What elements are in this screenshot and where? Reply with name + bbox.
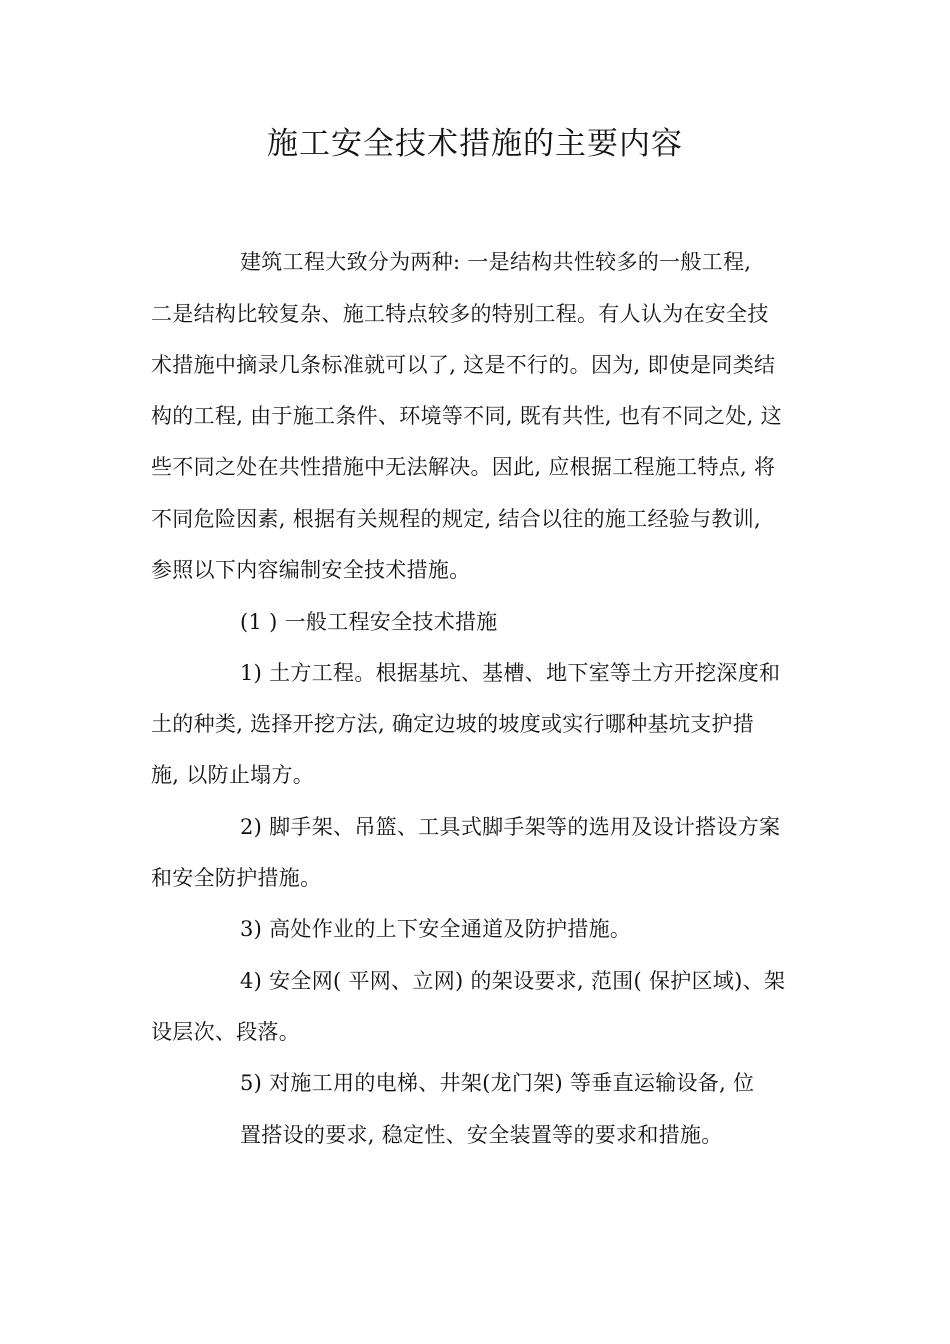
paragraph-line: 参照以下内容编制安全技术措施。 [151,558,471,582]
paragraph-line: 4) 安全网( 平网、立网) 的架设要求, 范围( 保护区域)、架 [240,969,786,993]
paragraph-line: 施, 以防止塌方。 [151,763,315,787]
paragraph-line: 土的种类, 选择开挖方法, 确定边坡的坡度或实行哪种基坑支护措 [151,712,754,736]
paragraph-line: 术措施中摘录几条标准就可以了, 这是不行的。因为, 即使是同类结 [151,353,776,377]
paragraph-line: 置搭设的要求, 稳定性、安全装置等的要求和措施。 [240,1123,723,1147]
paragraph-line: 设层次、段落。 [151,1020,301,1044]
paragraph-line: 构的工程, 由于施工条件、环境等不同, 既有共性, 也有不同之处, 这 [151,404,782,428]
paragraph-line: 不同危险因素, 根据有关规程的规定, 结合以往的施工经验与教训, [151,507,761,531]
paragraph-line: 些不同之处在共性措施中无法解决。因此, 应根据工程施工特点, 将 [151,455,776,479]
paragraph-line: 1) 土方工程。根据基坑、基槽、地下室等土方开挖深度和 [240,661,781,685]
section-heading: (1 ) 一般工程安全技术措施 [240,610,498,634]
paragraph-line: 建筑工程大致分为两种: 一是结构共性较多的一般工程, [240,250,752,274]
paragraph-line: 3) 高处作业的上下安全通道及防护措施。 [240,917,632,941]
paragraph-line: 二是结构比较复杂、施工特点较多的特别工程。有人认为在安全技 [151,302,769,326]
paragraph-line: 5) 对施工用的电梯、井架(龙门架) 等垂直运输设备, 位 [240,1071,755,1095]
paragraph-line: 和安全防护措施。 [151,866,322,890]
document-title: 施工安全技术措施的主要内容 [267,126,683,162]
paragraph-line: 2) 脚手架、吊篮、工具式脚手架等的选用及设计搭设方案 [240,815,781,839]
